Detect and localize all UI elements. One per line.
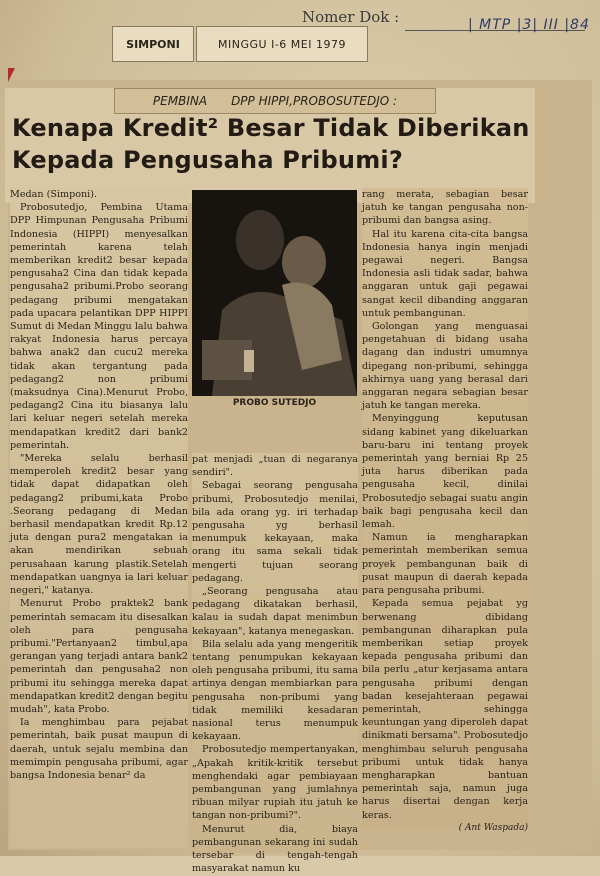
col3-paragraph: Namun ia mengharapkan pemerintah memberikan semua proyek pembangunan baik di pusat maupun di daerah kepada para pengusaha pribumi. bbox=[362, 532, 528, 597]
col1-paragraph: Ia menghimbau para pejabat pemerintah, baik pusat maupun di daerah, untuk sejalu membina dan memimpin pengusaha pribumi, agar bangsa Indonesia benar² da bbox=[10, 717, 188, 781]
photo-caption: PROBO SUTEDJO bbox=[232, 398, 317, 408]
kicker-left: PEMBINA bbox=[152, 94, 208, 108]
col2-paragraph: „Seorang pengusaha atau pedagang dikatakan berhasil, kalau ia sudah dapat menimbun kekayaan", katanya menegaskan. bbox=[192, 586, 358, 637]
doc-number-handwritten: | MTP |3| III |84 bbox=[468, 17, 590, 33]
col2-paragraph: Probosutedjo mempertanyakan, „Apakah kritik-kritik tersebut menghendaki agar pembiayaan pembangunan yang jumlahnya ribuan milyar rupiah itu jatuh ke tangan non-pribumi?". bbox=[192, 744, 358, 822]
col3-paragraph: Hal itu karena cita-cita bangsa Indonesia hanya ingin menjadi pegawai negeri. Bangsa Indonesia asli tidak sadar, bahwa anggaran untuk gaji pegawai sangat kecil dibanding anggaran untuk pembangunan. bbox=[362, 228, 528, 319]
col1-paragraph: Probosutedjo, Pembina Utama DPP Himpunan Pengusaha Pribumi Indonesia (HIPPI) menyesalkan pemerintah karena telah memberikan kredit2 besar kepada pengusaha2 Cina dan tidak kepada pengusaha2 pribumi.Probo seorang pedagang pribumi mengatakan pada upacara pelantikan DPP HIPPI Sumut di Medan Minggu lalu bahwa rakyat Indonesia harus percaya bahwa anak2 dan cucu2 mereka tidak akan tergantung pada pedagang2 non pribumi (maksudnya Cina).Menurut Probo, pedagang2 Cina itu biasanya lalu lari keluar negeri setelah mereka mendapatkan kredit2 dari bank2 pemerintah. bbox=[10, 202, 188, 451]
headline-line-2: Kepada Pengusaha Pribumi? bbox=[12, 146, 403, 174]
headline bbox=[12, 112, 532, 176]
col2-paragraph: pat menjadi „tuan di negaranya sendiri". bbox=[192, 454, 358, 479]
article-column-1 bbox=[10, 188, 188, 848]
headline-line-1: Kenapa Kredit² Besar Tidak Diberikan bbox=[12, 114, 530, 142]
kicker bbox=[114, 88, 436, 114]
doc-number-label: Nomer Dok : bbox=[302, 8, 400, 26]
col2-paragraph: Sebagai seorang pengusaha pribumi, Probosutedjo menilai, bila ada orang yg. iri terhadap pengusaha yg berhasil menumpuk kekayaan, maka orang itu sama sekali tidak mengerti tujuan seorang pedagang. bbox=[192, 480, 358, 584]
article-credit: ( Ant Waspada) bbox=[458, 822, 528, 833]
col1-paragraph: "Mereka selalu berhasil memperoleh kredit2 besar yang tidak dapat didapatkan oleh pedagang2 pribumi,kata Probo .Seorang pedagang di Medan berhasil mendapatkan kredit Rp.12 juta dengan pura2 mengatakan ia akan mendirikan sebuah perusahaan karung plastik.Setelah mendapatkan uangnya ia lari keluar negeri," katanya. bbox=[10, 453, 188, 597]
kicker-right: DPP HIPPI,PROBOSUTEDJO : bbox=[231, 94, 398, 108]
col3-paragraph: Menyinggung keputusan sidang kabinet yang dikeluarkan baru-baru ini tentang proyek pemerintah yang berniai Rp 25 juta harus diberikan pada pengusaha kecil, dinilai Probosutedjo sebagai suatu angin baik bagi pengusaha kecil dan lemah. bbox=[362, 413, 528, 531]
col2-paragraph: Menurut dia, biaya pembangunan sekarang ini sudah tersebar di tengah-tengah masyarakat namun ku bbox=[192, 823, 358, 875]
portrait-photo bbox=[192, 190, 357, 396]
red-corner-mark-left bbox=[8, 68, 15, 82]
col3-paragraph: rang merata, sebagian besar jatuh ke tangan pengusaha non-pribumi dan bangsa asing. bbox=[362, 189, 528, 227]
portrait-photo-image bbox=[192, 190, 357, 396]
source-name-tag: SIMPONI bbox=[112, 26, 194, 62]
col2-paragraph: Bila selalu ada yang mengeritik tentang penumpukan kekayaan oleh pengusaha pribumi, itu sama artinya dengan membiarkan para pengusaha non-pribumi yang tidak memiliki kesadaran nasional terus menumpuk kekayaan. bbox=[192, 638, 358, 743]
article-column-3 bbox=[362, 188, 528, 833]
col3-paragraph: Kepada semua pejabat yg berwenang dibidang pembangunan diharapkan pula memberikan setiap proyek kepada pengusaha pribumi dan bila perlu „atur kerjasama antara pengusaha pribumi dengan badan kesejahteraan pegawai pemerintah, sehingga keuntungan yang diperoleh dapat dinikmati bersama". Probosutedjo menghimbau seluruh pengusaha pribumi untuk tidak hanya mengharapkan bantuan pemerintah saja, namun juga harus disertai dengan kerja keras. bbox=[362, 598, 528, 821]
source-date-tag: MINGGU I-6 MEI 1979 bbox=[196, 26, 368, 62]
article-column-2 bbox=[192, 453, 358, 875]
col1-paragraph: Medan (Simponi). bbox=[10, 189, 98, 200]
col1-paragraph: Menurut Probo praktek2 bank pemerintah semacam itu disesalkan oleh para pengusaha pribumi."Pertanyaan2 timbul,apa gerangan yang terjadi antara bank2 pemerintah dan pengusaha2 non pribumi itu sehingga mereka dapat mendapatkan kredit2 dengan begitu mudah", kata Probo. bbox=[10, 598, 188, 715]
col3-paragraph: Golongan yang menguasai pengetahuan di bidang usaha dagang dan industri umumnya dipegang non-pribumi, sehingga akhirnya uang yang berasal dari anggaran negara sebagian besar jatuh ke tangan mereka. bbox=[362, 321, 528, 412]
